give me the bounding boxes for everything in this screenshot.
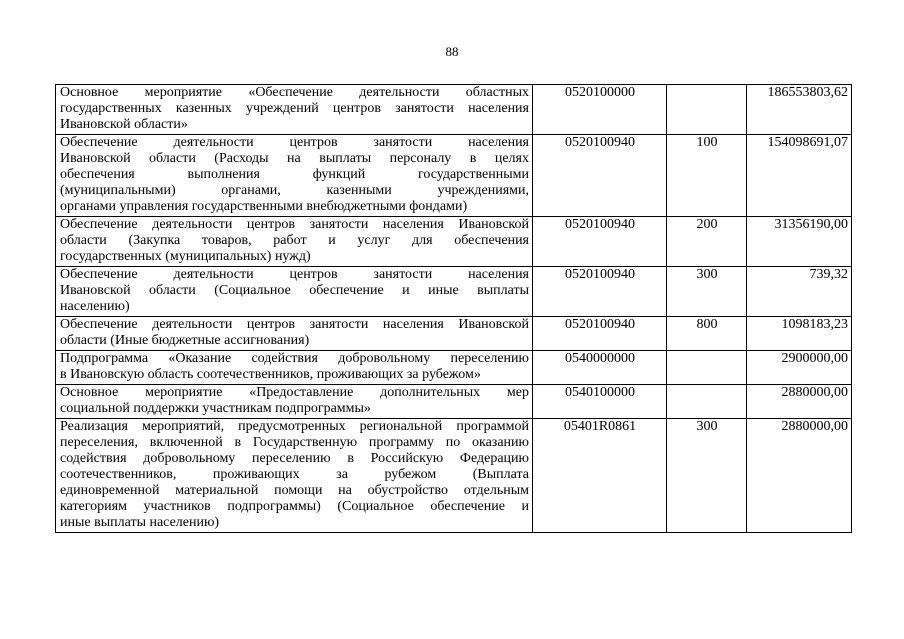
expense-name-cell: [56, 419, 533, 533]
expense-name-line: органами управления государственными внебюджетными фондами): [60, 199, 468, 214]
expense-name-line: обеспечения выполнения функций государственными: [60, 167, 529, 182]
amount-cell: 154098691,07: [747, 135, 852, 217]
expense-name-line: единовременной материальной помощи на обустройство отдельным: [60, 483, 529, 498]
expense-name-cell: [56, 351, 533, 385]
table-row: [56, 85, 852, 135]
budget-table-body: [56, 85, 852, 533]
amount-cell: 31356190,00: [747, 217, 852, 267]
table-row: [56, 267, 852, 317]
expense-type-cell: [667, 351, 747, 385]
expense-name-line: государственных (муниципальных) нужд): [60, 249, 311, 264]
page-number: 88: [445, 44, 459, 59]
table-row: [56, 419, 852, 533]
expense-name-line: содействия добровольному переселению в Российскую Федерацию: [60, 451, 529, 466]
expense-name-line: государственных казенных учреждений центров занятости населения: [60, 101, 529, 116]
expense-name-line: Обеспечение деятельности центров занятости населения: [60, 135, 529, 150]
expense-name-line: Основное мероприятие «Предоставление дополнительных мер: [60, 385, 529, 400]
target-article-code-cell: 0540000000: [533, 351, 667, 385]
amount-cell: 2880000,00: [747, 419, 852, 533]
expense-name-line: Обеспечение деятельности центров занятости населения Ивановской: [60, 217, 529, 232]
amount-cell: 2900000,00: [747, 351, 852, 385]
expense-name-line: области (Иные бюджетные ассигнования): [60, 333, 310, 348]
target-article-code-cell: 0540100000: [533, 385, 667, 419]
table-row: [56, 317, 852, 351]
target-article-code-cell: 0520100940: [533, 317, 667, 351]
expense-name-line: области (Закупка товаров, работ и услуг для обеспечения: [60, 233, 529, 248]
target-article-code-cell: 0520100940: [533, 135, 667, 217]
amount-cell: 2880000,00: [747, 385, 852, 419]
expense-name-cell: [56, 85, 533, 135]
expense-name-line: Обеспечение деятельности центров занятости населения Ивановской: [60, 317, 529, 332]
target-article-code-cell: 05401R0861: [533, 419, 667, 533]
expense-name-cell: [56, 385, 533, 419]
expense-type-cell: 300: [667, 419, 747, 533]
target-article-code-cell: 0520100940: [533, 267, 667, 317]
expense-type-cell: 800: [667, 317, 747, 351]
expense-name-line: Подпрограмма «Оказание содействия добровольному переселению: [60, 351, 529, 366]
table-row: [56, 385, 852, 419]
expense-name-cell: [56, 317, 533, 351]
expense-type-cell: [667, 385, 747, 419]
target-article-code-cell: 0520100000: [533, 85, 667, 135]
expense-name-line: Реализация мероприятий, предусмотренных региональной программой: [60, 419, 529, 434]
expense-type-cell: 100: [667, 135, 747, 217]
expense-name-line: в Ивановскую область соотечественников, проживающих за рубежом»: [60, 367, 481, 382]
expense-name-line: Ивановской области (Социальное обеспечение и иные выплаты: [60, 283, 529, 298]
expense-name-cell: [56, 267, 533, 317]
table-row: [56, 351, 852, 385]
expense-name-line: Основное мероприятие «Обеспечение деятельности областных: [60, 85, 529, 100]
amount-cell: 1098183,23: [747, 317, 852, 351]
expense-name-line: населению): [60, 299, 130, 314]
expense-name-line: переселения, включенной в Государственную программу по оказанию: [60, 435, 529, 450]
expense-type-cell: [667, 85, 747, 135]
expense-name-line: социальной поддержки участникам подпрограммы»: [60, 401, 371, 416]
amount-cell: 186553803,62: [747, 85, 852, 135]
expense-name-line: Обеспечение деятельности центров занятости населения: [60, 267, 529, 282]
budget-table: [55, 84, 852, 533]
expense-name-line: соотечественников, проживающих за рубежом (Выплата: [60, 467, 529, 482]
expense-name-line: иные выплаты населению): [60, 515, 220, 530]
expense-name-cell: [56, 217, 533, 267]
table-row: [56, 217, 852, 267]
target-article-code-cell: 0520100940: [533, 217, 667, 267]
table-row: [56, 135, 852, 217]
expense-name-line: Ивановской области (Расходы на выплаты персоналу в целях: [60, 151, 529, 166]
expense-type-cell: 200: [667, 217, 747, 267]
expense-name-line: Ивановской области»: [60, 117, 188, 132]
expense-name-line: категориям участников подпрограммы) (Социальное обеспечение и: [60, 499, 529, 514]
expense-name-cell: [56, 135, 533, 217]
expense-type-cell: 300: [667, 267, 747, 317]
amount-cell: 739,32: [747, 267, 852, 317]
expense-name-line: (муниципальными) органами, казенными учреждениями,: [60, 183, 529, 198]
